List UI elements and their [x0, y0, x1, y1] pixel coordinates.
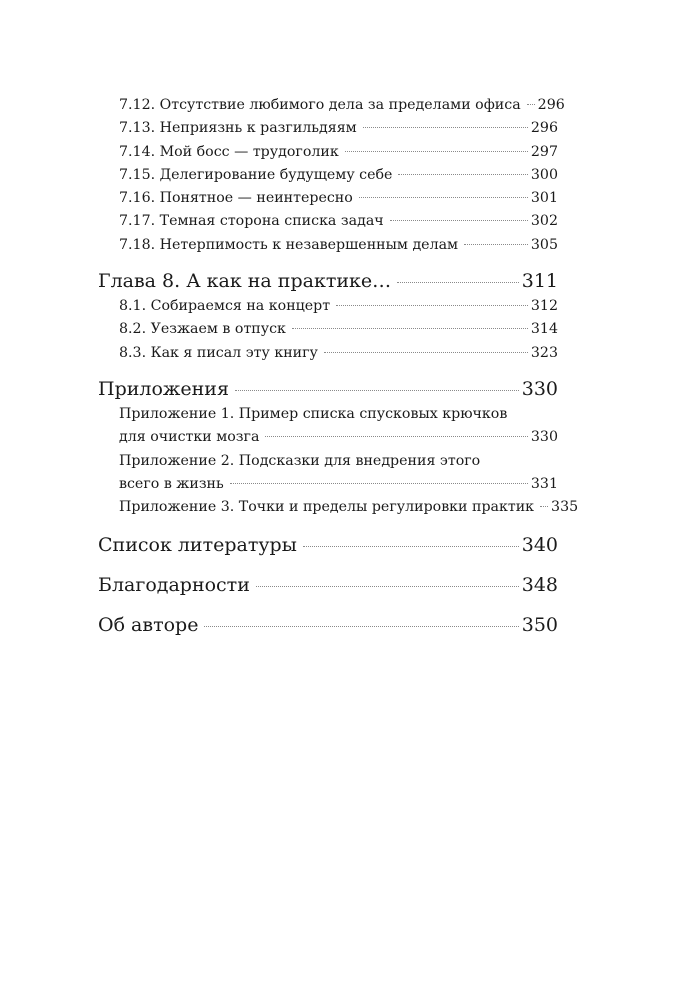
toc-entry-7-18 [98, 234, 558, 257]
dot-leader [256, 586, 519, 587]
toc-entry-line-2 [98, 473, 558, 496]
toc-about-author [98, 612, 558, 639]
toc-chapter-label: Список литературы [98, 534, 297, 557]
toc-entry-8-3 [98, 342, 558, 365]
toc-page-number: 340 [521, 534, 558, 557]
toc-chapter-label: Благодарности [98, 574, 250, 597]
toc-page-number: 312 [530, 298, 558, 315]
toc-acknowledgements [98, 572, 558, 599]
toc-entry-8-1 [98, 295, 558, 318]
toc-entry-label: 7.16. Понятное — неинтересно [119, 190, 353, 207]
table-of-contents [98, 94, 579, 639]
toc-entry-label: 8.3. Как я писал эту книгу [119, 344, 318, 361]
toc-page-number: 330 [521, 377, 558, 400]
toc-page-number: 305 [530, 236, 558, 253]
dot-leader [527, 104, 535, 105]
toc-literature [98, 532, 558, 559]
toc-entry-label: 8.2. Уезжаем в отпуск [119, 321, 286, 338]
toc-entry-7-12 [98, 94, 565, 117]
toc-page-number: 348 [521, 574, 558, 597]
toc-entry-label: 7.14. Мой босс — трудоголик [119, 143, 339, 160]
dot-leader [235, 390, 519, 391]
toc-page-number: 300 [530, 166, 558, 183]
toc-page-number: 297 [530, 143, 558, 160]
toc-page-number: 323 [530, 344, 558, 361]
dot-leader [540, 506, 548, 507]
toc-entry-label-line-2: для очистки мозга [119, 429, 260, 446]
dot-leader [303, 546, 519, 547]
toc-entry-appendix-3 [98, 496, 579, 519]
toc-entry-7-17 [98, 210, 558, 233]
toc-entry-label-line-1: Приложение 2. Подсказки для внедрения этого [119, 452, 481, 469]
dot-leader [390, 220, 528, 221]
toc-entry-appendix-2 [98, 450, 558, 497]
toc-entry-label: 7.18. Нетерпимость к незавершенным делам [119, 236, 459, 253]
toc-page-number: 350 [521, 614, 558, 637]
dot-leader [336, 305, 528, 306]
dot-leader [345, 151, 528, 152]
toc-entry-8-2 [98, 318, 558, 341]
toc-page-number: 296 [537, 97, 565, 113]
dot-leader [397, 282, 519, 283]
toc-page-number: 301 [530, 190, 558, 207]
toc-page-number: 335 [551, 499, 579, 516]
toc-page-number: 314 [530, 321, 558, 338]
toc-entry-label: 7.12. Отсутствие любимого дела за пределами офиса [119, 97, 521, 113]
toc-page-number: 331 [530, 475, 558, 492]
toc-entry-label: 8.1. Собираемся на концерт [119, 298, 331, 315]
toc-entry-7-14 [98, 141, 558, 164]
toc-chapter-label: Приложения [98, 377, 229, 400]
toc-page-number: 296 [530, 120, 558, 137]
toc-page-number: 302 [530, 213, 558, 230]
toc-entry-appendix-1 [98, 403, 558, 450]
toc-entry-7-16 [98, 187, 558, 210]
toc-chapter-8 [98, 268, 558, 295]
dot-leader [292, 328, 528, 329]
dot-leader [204, 626, 518, 627]
toc-entry-7-15 [98, 164, 558, 187]
toc-chapter-label: Об авторе [98, 614, 199, 637]
dot-leader [324, 352, 528, 353]
toc-entry-label: Приложение 3. Точки и пределы регулировки практик [119, 499, 535, 516]
toc-entry-line-2 [98, 426, 558, 449]
toc-entry-7-13 [98, 117, 558, 140]
toc-appendices [98, 376, 558, 403]
dot-leader [398, 174, 527, 175]
toc-entry-label-line-2: всего в жизнь [119, 475, 224, 492]
dot-leader [464, 244, 528, 245]
toc-entry-label-line-1: Приложение 1. Пример списка спусковых крючков [119, 405, 508, 422]
toc-entry-label: 7.13. Неприязнь к разгильдяям [119, 120, 357, 137]
toc-page-number: 330 [530, 429, 558, 446]
dot-leader [359, 197, 528, 198]
dot-leader [265, 436, 527, 437]
toc-entry-label: 7.15. Делегирование будущему себе [119, 166, 393, 183]
toc-page-number: 311 [521, 270, 558, 293]
toc-chapter-label: Глава 8. А как на практике… [98, 270, 392, 293]
toc-entry-label: 7.17. Темная сторона списка задач [119, 213, 384, 230]
dot-leader [230, 483, 528, 484]
dot-leader [363, 127, 528, 128]
